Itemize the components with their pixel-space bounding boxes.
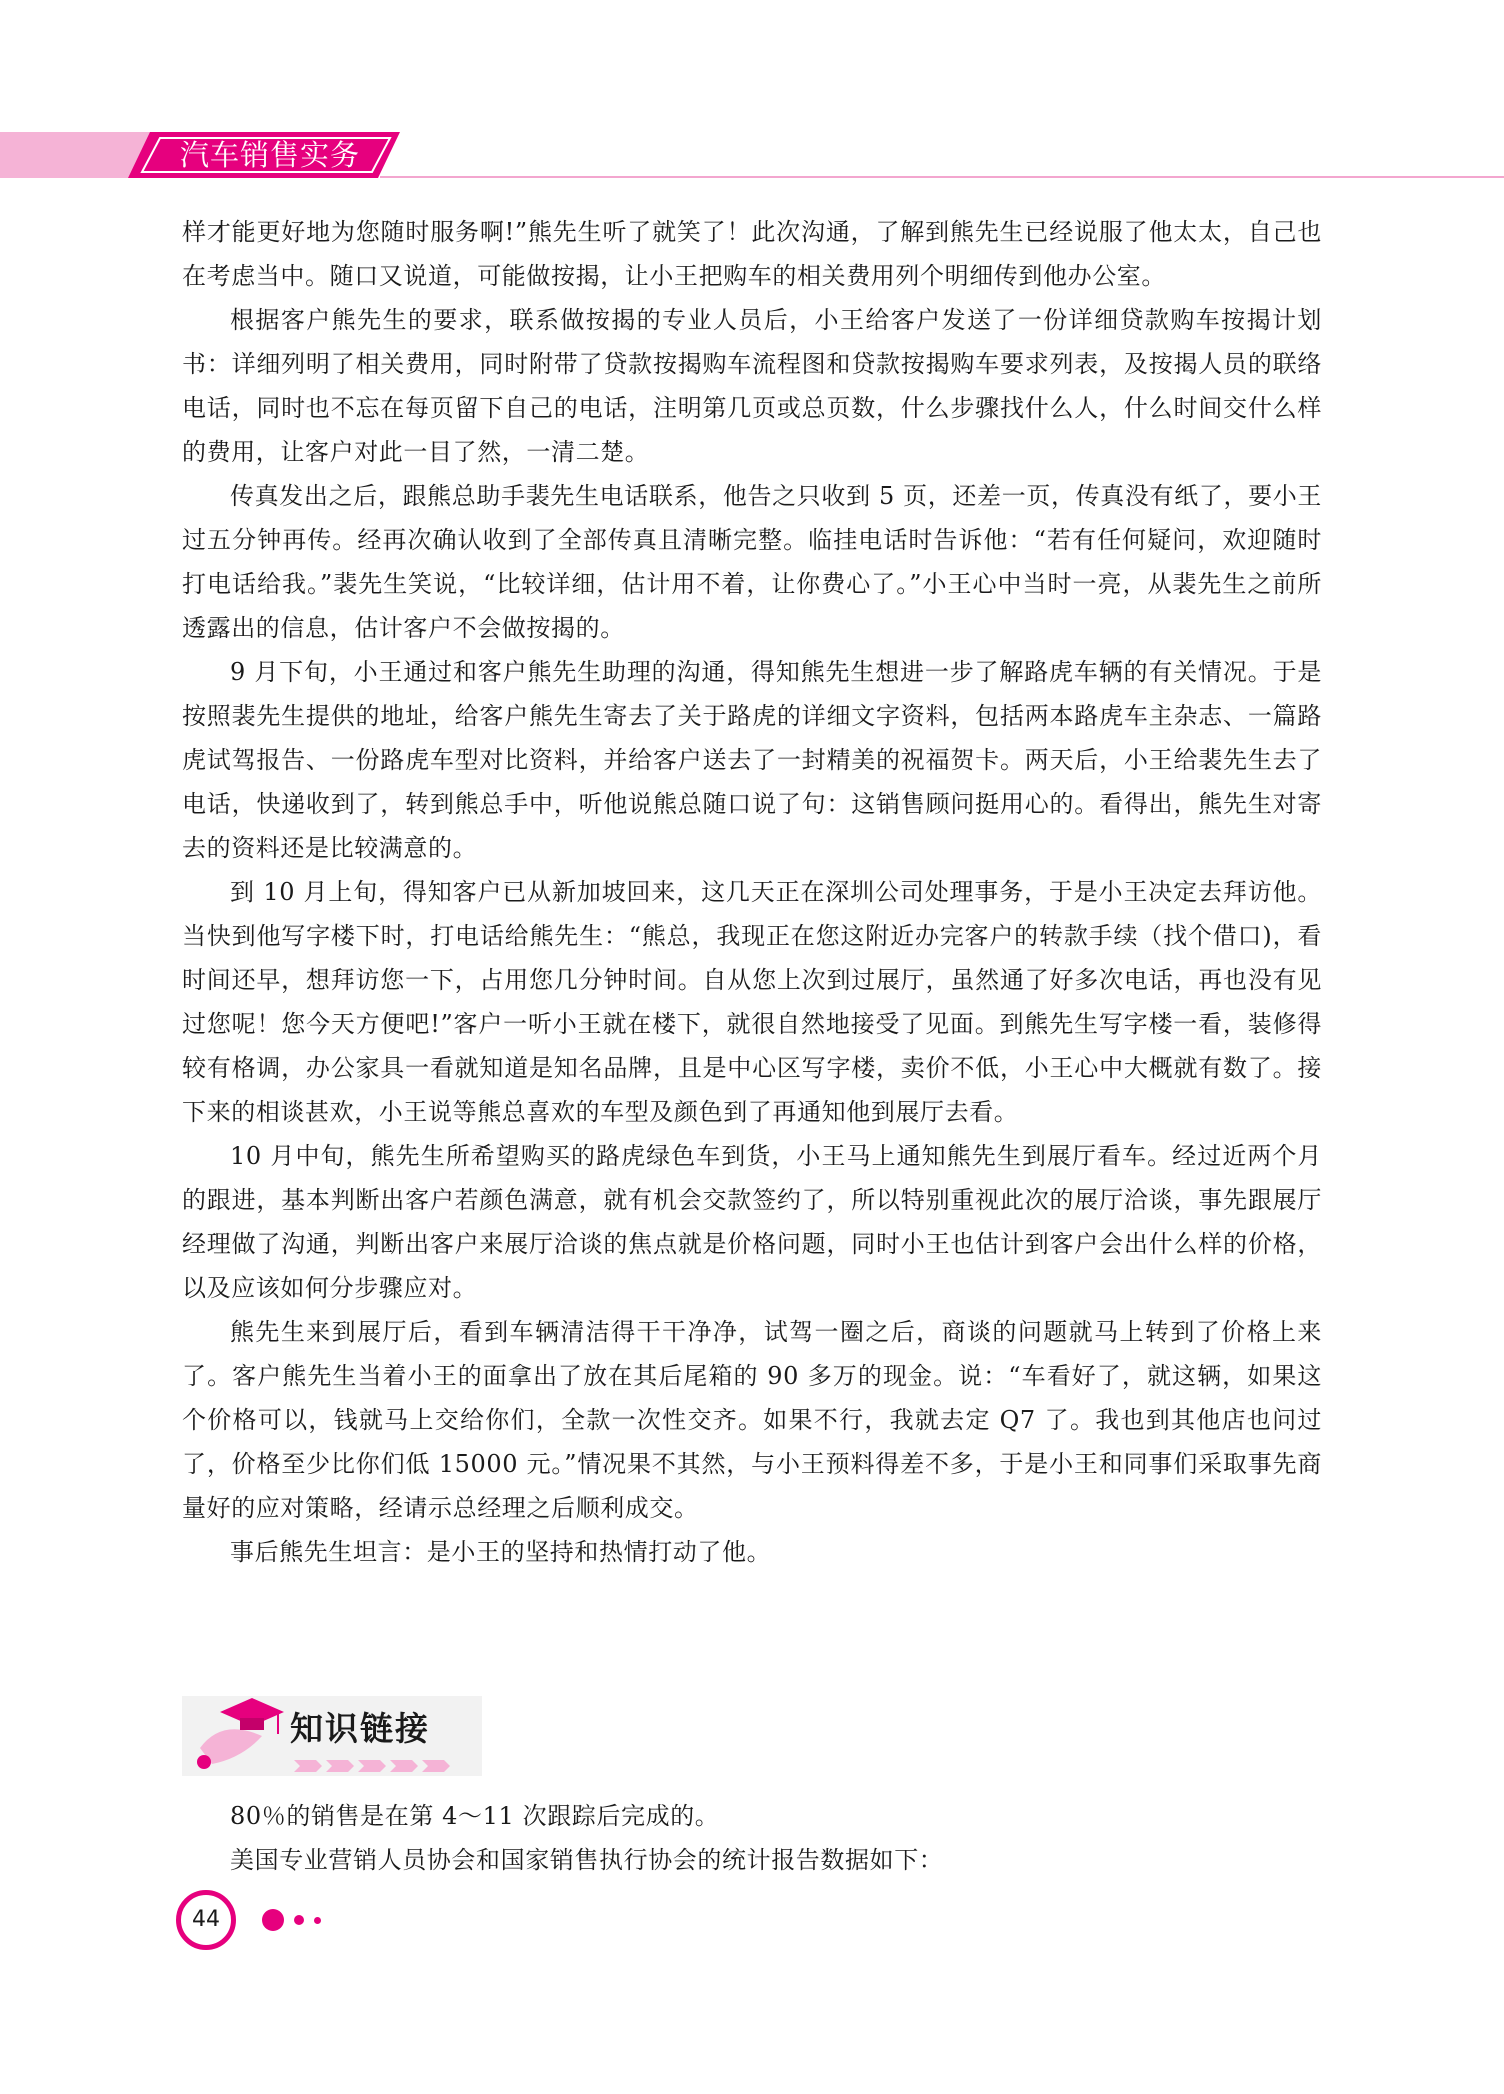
- header-divider: [380, 176, 1504, 178]
- paragraph: 样才能更好地为您随时服务啊!”熊先生听了就笑了！此次沟通，了解到熊先生已经说服了他太太，自己也在考虑当中。随口又说道，可能做按揭，让小王把购车的相关费用列个明细传到他办公室。: [182, 218, 1322, 290]
- knowledge-link-title: 知识链接: [290, 1709, 430, 1748]
- dot-medium-icon: [294, 1915, 304, 1925]
- paragraph: 美国专业营销人员协会和国家销售执行协会的统计报告数据如下：: [230, 1846, 944, 1874]
- paragraph: 80％的销售是在第 4～11 次跟踪后完成的。: [230, 1802, 720, 1830]
- paragraph: 传真发出之后，跟熊总助手裴先生电话联系，他告之只收到 5 页，还差一页，传真没有纸了，要小王过五分钟再传。经再次确认收到了全部传真且清晰完整。临挂电话时告诉他：“若有任何疑问，欢迎随时打电话给我。”裴先生笑说，“比较详细，估计用不着，让你费心了。”小王心中当时一亮，从裴先生之前所透露出的信息，估计客户不会做按揭的。: [182, 482, 1322, 642]
- paragraph: 熊先生来到展厅后，看到车辆清洁得干干净净，试驾一圈之后，商谈的问题就马上转到了价格上来了。客户熊先生当着小王的面拿出了放在其后尾箱的 90 多万的现金。说：“车看好了，就这辆，如果这个价格可以，钱就马上交给你们，全款一次性交齐。如果不行，我就去定 Q7 了。我也到其他店也问过了，价格至少比你们低 15000 元。”情况果不其然，与小王预料得差不多，于是小王和同事们采取事先商量好的应对策略，经请示总经理之后顺利成交。: [182, 1318, 1322, 1522]
- paragraph: 根据客户熊先生的要求，联系做按揭的专业人员后，小王给客户发送了一份详细贷款购车按揭计划书：详细列明了相关费用，同时附带了贷款按揭购车流程图和贷款按揭购车要求列表，及按揭人员的联络电话，同时也不忘在每页留下自己的电话，注明第几页或总页数，什么步骤找什么人，什么时间交什么样的费用，让客户对此一目了然，一清二楚。: [182, 306, 1322, 466]
- paragraph: 10 月中旬，熊先生所希望购买的路虎绿色车到货，小王马上通知熊先生到展厅看车。经过近两个月的跟进，基本判断出客户若颜色满意，就有机会交款签约了，所以特别重视此次的展厅洽谈，事先跟展厅经理做了沟通，判断出客户来展厅洽谈的焦点就是价格问题，同时小王也估计到客户会出什么样的价格，以及应该如何分步骤应对。: [182, 1142, 1322, 1302]
- dot-large-icon: [262, 1909, 284, 1931]
- paragraph: 事后熊先生坦言：是小王的坚持和热情打动了他。: [230, 1538, 772, 1566]
- page-number: 44: [192, 1907, 220, 1932]
- dot-small-icon: [314, 1917, 321, 1924]
- knowledge-link-heading: [182, 1688, 482, 1784]
- book-title: 汽车销售实务: [180, 138, 361, 172]
- paragraph: 到 10 月上旬，得知客户已从新加坡回来，这几天正在深圳公司处理事务，于是小王决定去拜访他。当快到他写字楼下时，打电话给熊先生：“熊总，我现正在您这附近办完客户的转款手续（找个借口)，看时间还早，想拜访您一下，占用您几分钟时间。自从您上次到过展厅，虽然通了好多次电话，再也没有见过您呢！您今天方便吧!”客户一听小王就在楼下，就很自然地接受了见面。到熊先生写字楼一看，装修得较有格调，办公家具一看就知道是知名品牌，且是中心区写字楼，卖价不低，小王心中大概就有数了。接下来的相谈甚欢，小王说等熊总喜欢的车型及颜色到了再通知他到展厅去看。: [182, 878, 1322, 1126]
- header-banner: [0, 132, 400, 178]
- main-text: [182, 210, 1322, 1574]
- page-number-badge: [176, 1890, 346, 1960]
- paragraph: 9 月下旬，小王通过和客户熊先生助理的沟通，得知熊先生想进一步了解路虎车辆的有关情况。于是按照裴先生提供的地址，给客户熊先生寄去了关于路虎的详细文字资料，包括两本路虎车主杂志、一篇路虎试驾报告、一份路虎车型对比资料，并给客户送去了一封精美的祝福贺卡。两天后，小王给裴先生去了电话，快递收到了，转到熊总手中，听他说熊总随口说了句：这销售顾问挺用心的。看得出，熊先生对寄去的资料还是比较满意的。: [182, 658, 1322, 862]
- knowledge-text: [182, 1794, 1322, 1882]
